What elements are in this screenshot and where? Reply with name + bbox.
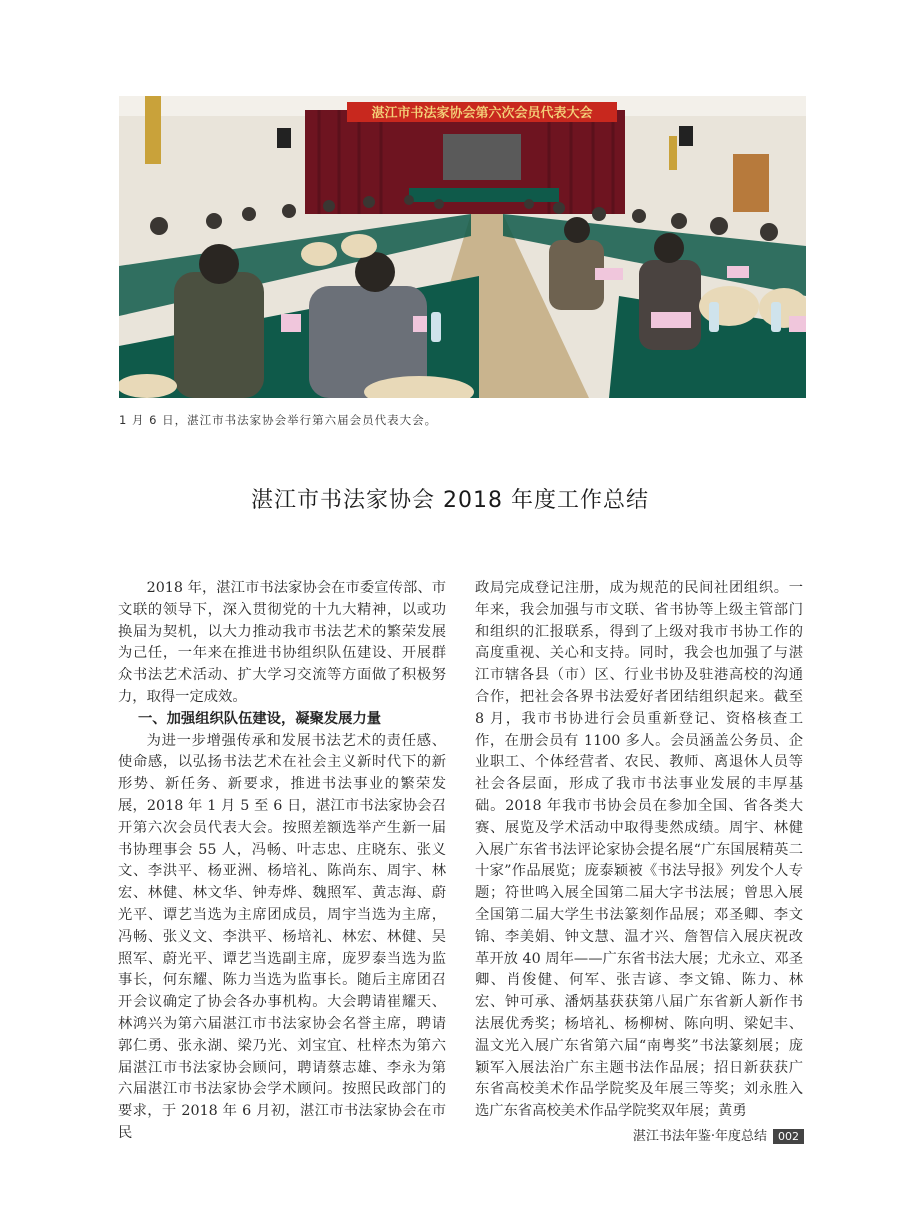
publication-name: 湛江书法年鉴·年度总结 (632, 1129, 767, 1144)
conference-hall-illustration (119, 96, 806, 398)
banner-text: 湛江市书法家协会第六次会员代表大会 (371, 106, 593, 121)
wall-banner-left (145, 96, 161, 164)
section-paragraph: 为进一步增强传承和发展书法艺术的责任感、使命感，以弘扬书法艺术在社会主义新时代下的新形势、新任务、新要求，推进书法事业的繁荣发展，2018 年 1 月 5 至 6 日，湛江市书法家协会召开第六次会员代表大会。按照差额选举产生新一届书协理事会 55 人，冯畅、叶志忠、庄晓东、张义文、李洪平、杨亚洲、杨培礼、陈尚东、周宇、林宏、林健、林文华、钟寿烨、魏照军、黄志海、蔚光平、谭艺当选为主席团成员，周宇当选为主席，冯畅、张义文、李洪平、杨培礼、林宏、林健、吴照军、蔚光平、谭艺当选副主席，庞罗泰当选为监事长，何东耀、陈力当选为监事长。随后主席团召开会议确定了协会各办事机构。大会聘请崔耀天、林鸿兴为第六届湛江市书法家协会名誉主席，聘请郭仁勇、张永湖、梁乃光、刘宝宜、杜梓杰为第六届湛江市书法家协会顾问，聘请蔡志雄、李永为第六届湛江市书法家协会学术顾问。按照民政部门的要求，于 2018 年 6 月初，湛江市书法家协会在市民 (118, 732, 446, 1141)
conference-photo (119, 96, 806, 398)
continued-paragraph: 政局完成登记注册，成为规范的民间社团组织。一年来，我会加强与市文联、省书协等上级主管部门和组织的汇报联系，得到了上级对我市书协工作的高度重视、关心和支持。同时，我会也加强了与湛江市辖各县（市）区、行业书协及驻港高校的沟通合作，把社会各界书法爱好者团结组织起来。截至 8 月，我市书协进行会员重新登记、资格核查工作，在册会员有 1100 多人。会员涵盖公务员、企业职工、个体经营者、农民、教师、离退休人员等社会各层面，形成了我市书法事业发展的丰厚基础。2018 年我市书协会员在参加全国、省各类大赛、展览及学术活动中取得斐然成绩。周宇、林健入展广东省书法评论家协会提名展“广东国展精英二十家”作品展览；庞泰颖被《书法导报》列发个人专题；符世鸣入展全国第二届大字书法展；曾思入展全国第二届大学生书法篆刻作品展；邓圣卿、李文锦、李美娟、钟文慧、温才兴、詹智信入展庆祝改革开放 40 周年——广东省书法大展；尤永立、邓圣卿、肖俊健、何军、张吉谚、李文锦、陈力、林宏、钟可承、潘炳基获获第八届广东省新人新作书法展优秀奖；杨培礼、杨柳树、陈向明、梁妃丰、温文光入展广东省第六届“南粤奖”书法篆刻展；庞颖军入展法治广东主题书法作品展；招日新获获广东省高校美术作品学院奖及年展三等奖；刘永胜入选广东省高校美术作品学院奖双年展；黄勇 (475, 580, 803, 1120)
page-footer (633, 1125, 804, 1144)
intro-paragraph: 2018 年，湛江市书法家协会在市委宣传部、市文联的领导下，深入贯彻党的十九大精神，以或功换届为契机，以大力推动我市书法艺术的繁荣发展为己任，一年来在推进书协组织队伍建设、开展群众书法艺术活动、扩大学习交流等方面做了积极努力，取得一定成效。 (118, 580, 446, 705)
photo-caption: 1 月 6 日，湛江市书法家协会举行第六届会员代表大会。 (119, 413, 438, 427)
projection-screen (443, 134, 521, 180)
person-green-jacket (174, 272, 264, 398)
door (733, 154, 769, 212)
speaker-left (277, 128, 291, 148)
article-title: 湛江市书法家协会 2018 年度工作总结 (251, 488, 649, 513)
article-column-left (118, 578, 446, 1145)
podium-table (409, 188, 559, 202)
article-column-right (475, 578, 803, 1123)
section-heading: 一、加强组织队伍建设，凝聚发展力量 (138, 710, 382, 727)
page-number: 002 (773, 1129, 804, 1144)
person-right (639, 260, 701, 350)
speaker-right (679, 126, 693, 146)
wall-banner-right (669, 136, 677, 170)
